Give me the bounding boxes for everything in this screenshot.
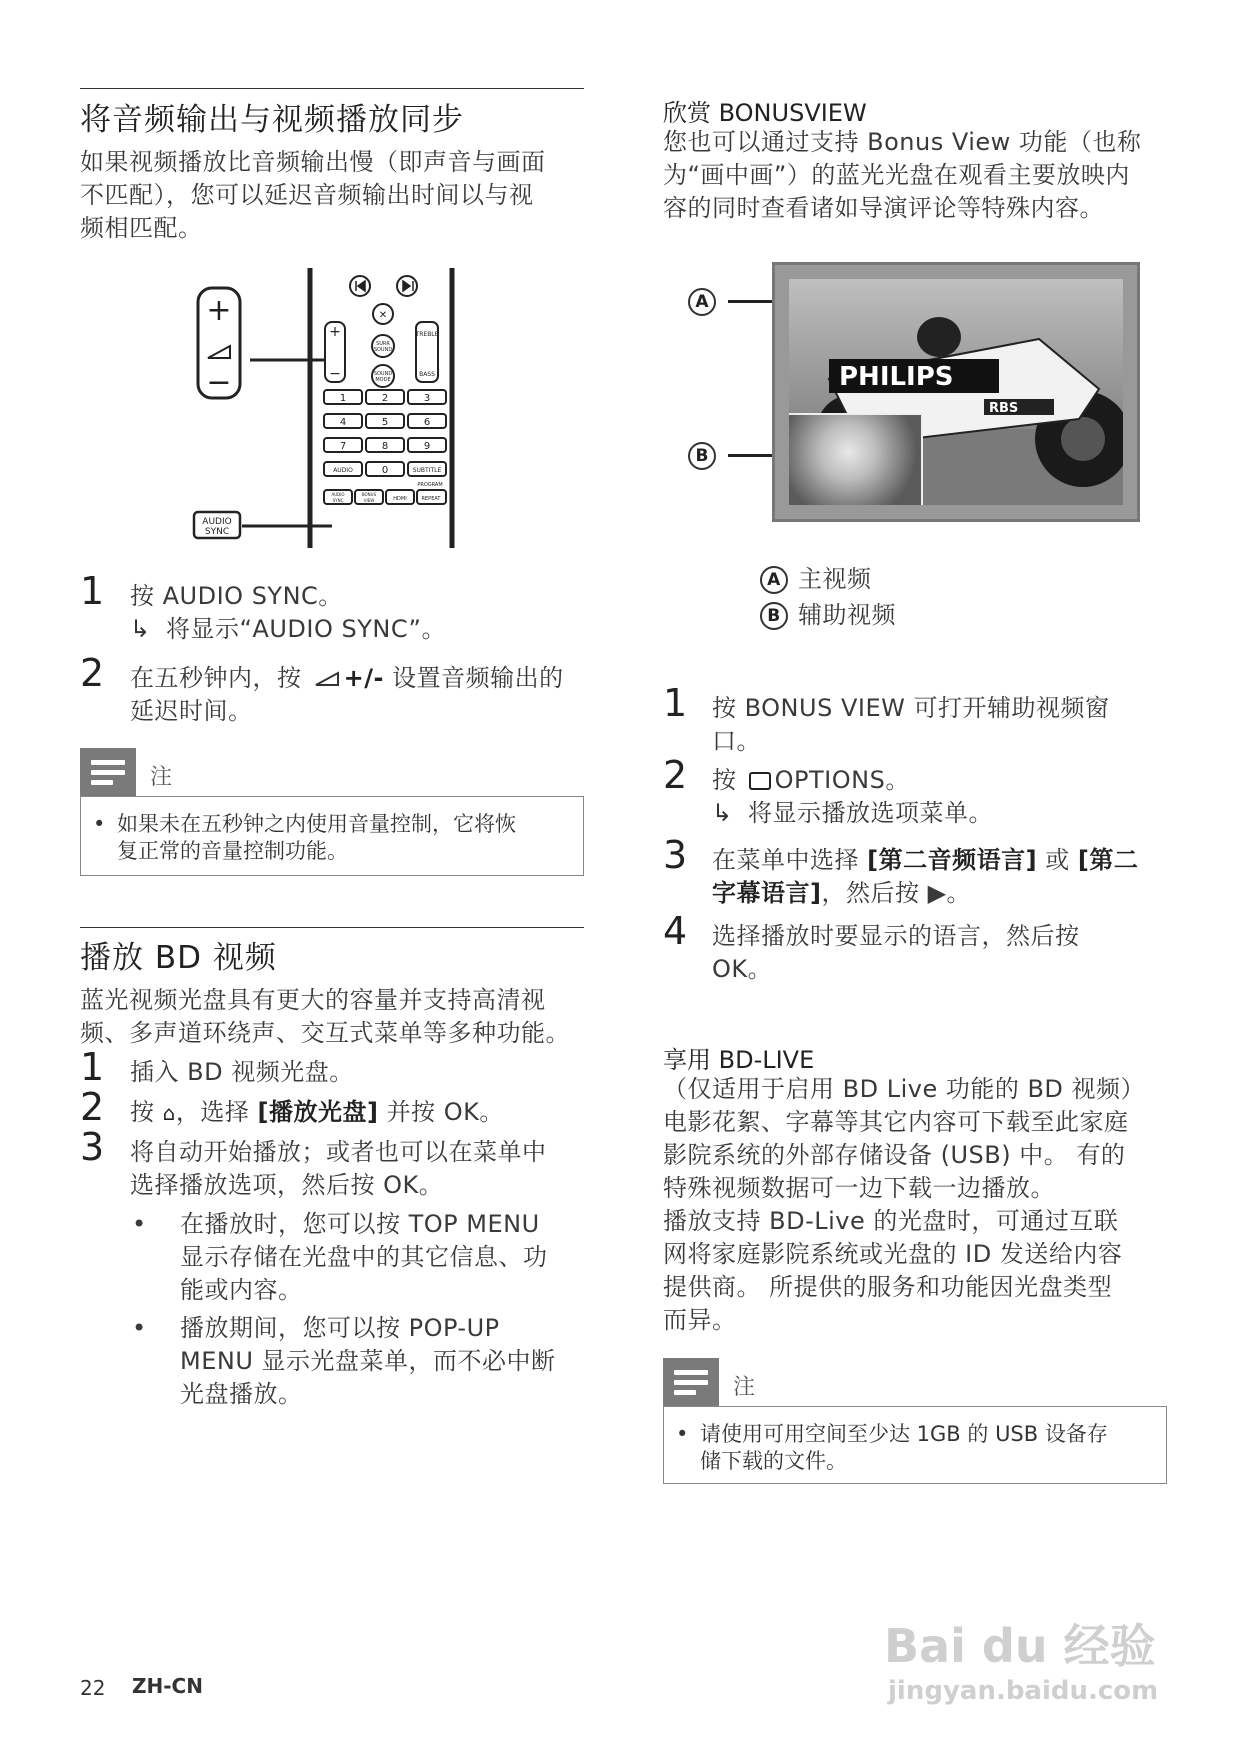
step-text: 选择播放时要显示的语言，然后按 xyxy=(712,922,1080,950)
bullet-dot: • xyxy=(132,1210,147,1238)
step-number: 4 xyxy=(663,909,688,953)
step-text: 口。 xyxy=(712,727,761,755)
intro-line: 您也可以通过支持 Bonus View 功能（也称 xyxy=(663,128,1142,156)
bullet-text: 在播放时，您可以按 TOP MENU xyxy=(180,1210,540,1238)
step-number: 1 xyxy=(80,569,105,613)
note-line: 复正常的音量控制功能。 xyxy=(117,839,348,863)
svg-text:8: 8 xyxy=(381,441,389,452)
svg-text:REPEAT: REPEAT xyxy=(421,496,441,502)
svg-text:2: 2 xyxy=(381,393,389,404)
bullet-text: 显示存储在光盘中的其它信息、功 xyxy=(180,1243,548,1271)
note-label: 注 xyxy=(733,1375,756,1400)
svg-text:SUBTITLE: SUBTITLE xyxy=(412,467,442,474)
svg-text:PROGRAM: PROGRAM xyxy=(417,482,443,488)
step-text: 按 AUDIO SYNC。 xyxy=(130,582,343,610)
step-text: 按 OPTIONS。 xyxy=(712,766,910,794)
note-icon xyxy=(80,748,136,796)
body-line: 网将家庭影院系统或光盘的 ID 发送给内容 xyxy=(663,1240,1123,1268)
step-text: 插入 BD 视频光盘。 xyxy=(130,1058,354,1086)
step-result: ↳ 将显示“AUDIO SYNC”。 xyxy=(130,613,446,646)
step-text: 按 ⌂，选择 [播放光盘] 并按 OK。 xyxy=(130,1098,504,1126)
body-line: 提供商。 所提供的服务和功能因光盘类型 xyxy=(663,1273,1113,1301)
intro-line: 频、多声道环绕声、交互式菜单等多种功能。 xyxy=(80,1019,570,1047)
note-box: • 请使用可用空间至少达 1GB 的 USB 设备存 储下载的文件。 xyxy=(663,1406,1167,1484)
bullet-text: 光盘播放。 xyxy=(180,1380,303,1408)
step-result: ↳ 将显示播放选项菜单。 xyxy=(712,797,993,830)
svg-text:SYNC: SYNC xyxy=(204,527,230,537)
svg-text:4: 4 xyxy=(339,417,347,428)
svg-text:3: 3 xyxy=(423,393,431,404)
note-icon xyxy=(663,1358,719,1406)
step-text: 在五秒钟内，按 +/- 设置音频输出的 xyxy=(130,664,564,692)
svg-text:✕: ✕ xyxy=(378,310,388,321)
svg-text:AUDIO: AUDIO xyxy=(333,467,353,474)
svg-text:BASS: BASS xyxy=(419,371,435,378)
svg-text:+: + xyxy=(206,293,232,328)
step-number: 3 xyxy=(663,833,688,877)
note-line: 请使用可用空间至少达 1GB 的 USB 设备存 xyxy=(700,1422,1108,1446)
intro-line: 容的同时查看诸如导演评论等特殊内容。 xyxy=(663,194,1104,222)
home-icon: ⌂ xyxy=(162,1101,176,1125)
note-label: 注 xyxy=(150,765,173,790)
section-rule xyxy=(80,927,584,928)
step-text: 字幕语言]，然后按 ▶。 xyxy=(712,879,972,907)
svg-text:BONUS: BONUS xyxy=(361,492,377,497)
step-text: 将自动开始播放；或者也可以在菜单中 xyxy=(130,1138,547,1166)
step-text: OK。 xyxy=(712,955,773,983)
bullet-text: MENU 显示光盘菜单，而不必中断 xyxy=(180,1347,556,1375)
svg-text:SURR: SURR xyxy=(376,341,390,347)
body-line: （仅适用于启用 BD Live 功能的 BD 视频） xyxy=(663,1075,1146,1103)
secondary-video-pip xyxy=(789,413,923,505)
car-sponsor-text: RBS xyxy=(989,401,1019,416)
audio-sync-callout-label: AUDIO xyxy=(202,517,232,527)
step-text: 延迟时间。 xyxy=(130,697,253,725)
svg-text:VIEW: VIEW xyxy=(363,498,375,503)
section-title-audio-sync: 将音频输出与视频播放同步 xyxy=(80,102,464,138)
body-line: 影院系统的外部存储设备 (USB) 中。 有的 xyxy=(663,1141,1126,1169)
section-title-bd-live: 享用 BD-LIVE xyxy=(663,1046,815,1074)
step-number: 2 xyxy=(80,1085,105,1129)
intro-line: 频相匹配。 xyxy=(80,214,203,242)
language-code: ZH-CN xyxy=(132,1674,203,1698)
baidu-watermark-logo: Bai du 经验 xyxy=(884,1619,1156,1673)
bullet-text: 播放期间，您可以按 POP-UP xyxy=(180,1314,500,1342)
svg-text:TREBLE: TREBLE xyxy=(415,331,439,338)
svg-text:0: 0 xyxy=(381,465,389,476)
volume-icon xyxy=(314,671,340,687)
step-number: 1 xyxy=(663,681,688,725)
section-rule xyxy=(80,88,584,89)
step-text: 在菜单中选择 [第二音频语言] 或 [第二 xyxy=(712,846,1139,874)
step-text: 选择播放选项，然后按 OK。 xyxy=(130,1171,444,1199)
remote-control-figure xyxy=(190,268,470,548)
car-brand-text: PHILIPS xyxy=(839,362,954,392)
section-title-play-bd: 播放 BD 视频 xyxy=(80,940,277,976)
body-line: 而异。 xyxy=(663,1306,737,1334)
section-title-bonusview: 欣赏 BONUSVIEW xyxy=(663,99,867,127)
callout-a-marker: A xyxy=(688,288,726,316)
step-number: 2 xyxy=(663,753,688,797)
step-number: 1 xyxy=(80,1045,105,1089)
svg-text:−: − xyxy=(206,365,232,400)
bullet-dot: • xyxy=(132,1314,147,1342)
svg-text:SYNC: SYNC xyxy=(332,498,344,503)
baidu-watermark-url: jingyan.baidu.com xyxy=(888,1676,1159,1706)
options-icon xyxy=(749,772,771,790)
svg-text:MODE: MODE xyxy=(375,377,391,383)
svg-text:+: + xyxy=(329,324,341,340)
body-line: 特殊视频数据可一边下载一边播放。 xyxy=(663,1174,1055,1202)
note-box: • 如果未在五秒钟之内使用音量控制，它将恢 复正常的音量控制功能。 xyxy=(80,796,584,876)
body-line: 播放支持 BD-Live 的光盘时，可通过互联 xyxy=(663,1207,1119,1235)
legend-item: B 辅助视频 xyxy=(760,599,896,632)
note-line: 储下载的文件。 xyxy=(700,1449,847,1473)
step-number: 2 xyxy=(80,651,105,695)
svg-text:−: − xyxy=(329,366,341,382)
legend-item: A 主视频 xyxy=(760,563,872,596)
result-arrow-icon: ↳ xyxy=(712,799,733,827)
intro-line: 为“画中画”）的蓝光光盘在观看主要放映内 xyxy=(663,161,1130,189)
svg-text:1: 1 xyxy=(339,393,347,404)
intro-line: 不匹配），您可以延迟音频输出时间以与视 xyxy=(80,181,534,209)
body-line: 电影花絮、字幕等其它内容可下载至此家庭 xyxy=(663,1108,1129,1136)
svg-text:7: 7 xyxy=(339,441,347,452)
svg-text:SOUND: SOUND xyxy=(373,347,393,353)
intro-line: 蓝光视频光盘具有更大的容量并支持高清视 xyxy=(80,986,546,1014)
main-video-frame xyxy=(772,262,1140,522)
page-number: 22 xyxy=(80,1676,106,1700)
svg-text:5: 5 xyxy=(381,417,389,428)
svg-text:9: 9 xyxy=(423,441,431,452)
result-arrow-icon: ↳ xyxy=(130,615,151,643)
intro-line: 如果视频播放比音频输出慢（即声音与画面 xyxy=(80,148,546,176)
note-line: 如果未在五秒钟之内使用音量控制，它将恢 xyxy=(117,812,516,836)
svg-text:SOUND: SOUND xyxy=(373,371,393,377)
svg-text:6: 6 xyxy=(423,417,431,428)
svg-text:AUDIO: AUDIO xyxy=(331,492,345,497)
callout-b-marker: B xyxy=(688,442,726,470)
svg-text:HDMI: HDMI xyxy=(393,496,407,502)
step-number: 3 xyxy=(80,1125,105,1169)
bullet-text: 能或内容。 xyxy=(180,1276,303,1304)
step-text: 按 BONUS VIEW 可打开辅助视频窗 xyxy=(712,694,1110,722)
